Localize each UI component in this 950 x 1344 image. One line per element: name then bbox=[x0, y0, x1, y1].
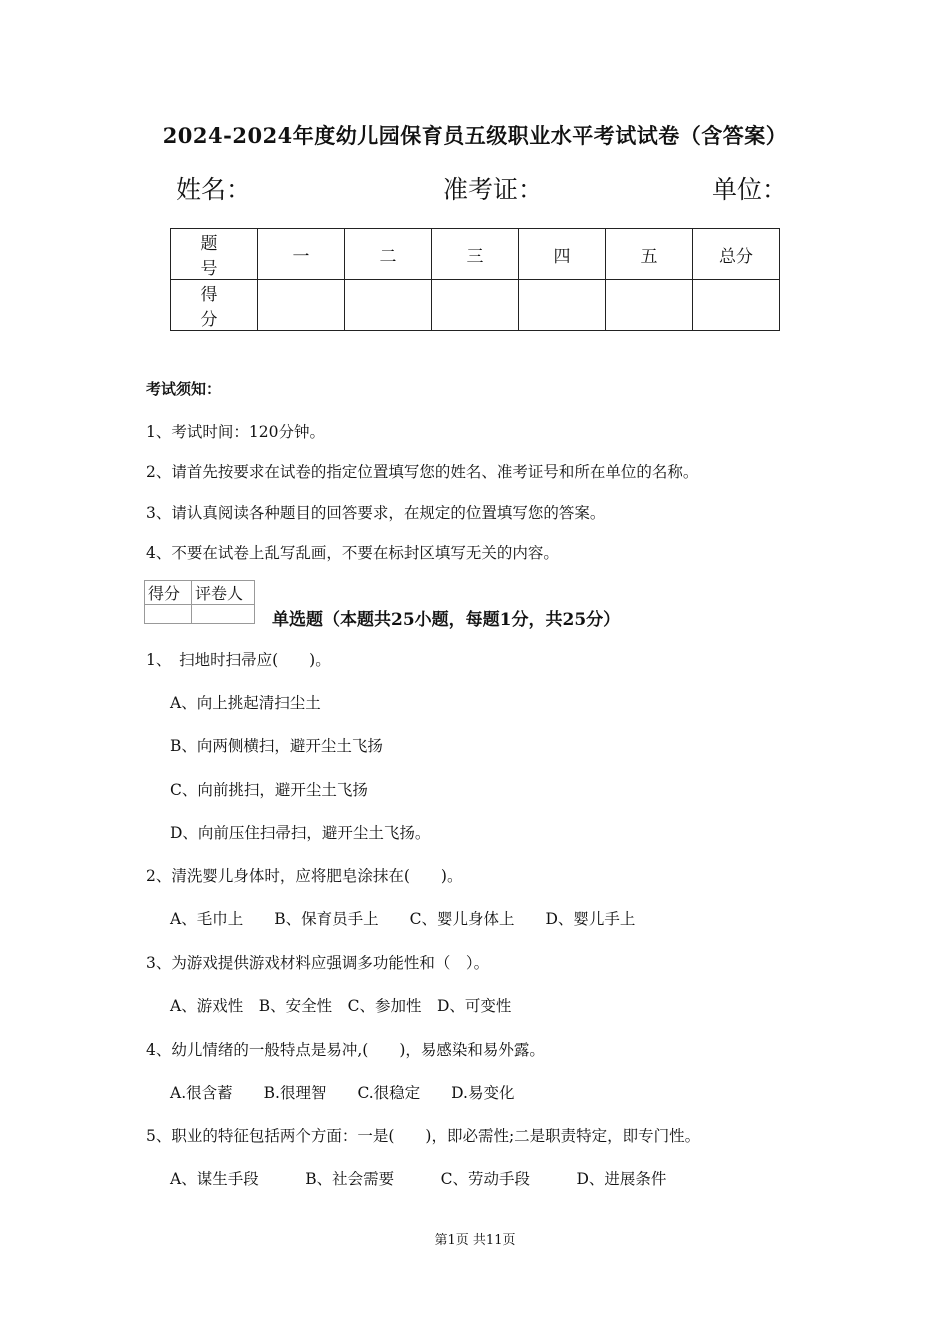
page-footer: 第1页 共11页 bbox=[434, 1233, 516, 1248]
grader-box bbox=[144, 580, 255, 624]
score-table-score-row bbox=[171, 280, 780, 331]
question-stem: 4、幼儿情绪的一般特点是易冲,( )，易感染和易外露。 bbox=[146, 1041, 545, 1059]
score-cell[interactable] bbox=[345, 280, 432, 331]
name-label: 姓名： bbox=[176, 175, 252, 204]
score-table-header-cell: 题 号 bbox=[171, 229, 258, 280]
question-stem: 5、职业的特征包括两个方面：一是( )，即必需性;二是职责特定，即专门性。 bbox=[146, 1127, 701, 1145]
score-table bbox=[170, 228, 780, 331]
score-cell[interactable] bbox=[519, 280, 606, 331]
score-table-header-row bbox=[171, 229, 780, 280]
section-title: 单选题（本题共25小题，每题1分，共25分） bbox=[272, 610, 621, 630]
question-option: C、向前挑扫，避开尘土飞扬 bbox=[170, 781, 368, 799]
unit-label: 单位： bbox=[712, 175, 788, 204]
question-option: A、向上挑起清扫尘土 bbox=[170, 694, 321, 712]
question-option: D、向前压住扫帚扫，避开尘土飞扬。 bbox=[170, 824, 431, 842]
question-options: A、游戏性 B、安全性 C、参加性 D、可变性 bbox=[170, 997, 512, 1015]
question-stem: 3、为游戏提供游戏材料应强调多功能性和（ ）。 bbox=[146, 954, 490, 972]
score-table-header-cell: 三 bbox=[432, 229, 519, 280]
score-table-header-cell: 总分 bbox=[693, 229, 780, 280]
notice-item: 1、考试时间：120分钟。 bbox=[146, 423, 325, 441]
question-options: A、谋生手段 B、社会需要 C、劳动手段 D、进展条件 bbox=[170, 1170, 667, 1188]
question-options: A、毛巾上 B、保育员手上 C、婴儿身体上 D、婴儿手上 bbox=[170, 910, 636, 928]
grader-name-cell[interactable] bbox=[192, 605, 255, 624]
grader-score-label: 得分 bbox=[145, 581, 192, 605]
score-row-label: 得 分 bbox=[171, 280, 258, 331]
score-cell[interactable] bbox=[693, 280, 780, 331]
question-option: B、向两侧横扫，避开尘土飞扬 bbox=[170, 737, 383, 755]
question-options: A.很含蓄 B.很理智 C.很稳定 D.易变化 bbox=[170, 1084, 515, 1102]
grader-name-label: 评卷人 bbox=[192, 581, 255, 605]
exam-title: 2024-2024年度幼儿园保育员五级职业水平考试试卷（含答案） bbox=[162, 123, 788, 148]
notice-item: 2、请首先按要求在试卷的指定位置填写您的姓名、准考证号和所在单位的名称。 bbox=[146, 463, 699, 481]
question-stem: 2、清洗婴儿身体时，应将肥皂涂抹在( )。 bbox=[146, 867, 463, 885]
notice-title: 考试须知： bbox=[146, 380, 222, 398]
score-cell[interactable] bbox=[606, 280, 693, 331]
score-table-header-cell: 四 bbox=[519, 229, 606, 280]
notice-item: 3、请认真阅读各种题目的回答要求，在规定的位置填写您的答案。 bbox=[146, 504, 606, 522]
exam-id-label: 准考证： bbox=[443, 175, 544, 204]
score-table-header-cell: 一 bbox=[258, 229, 345, 280]
question-stem: 1、 扫地时扫帚应( )。 bbox=[146, 651, 331, 669]
grader-score-cell[interactable] bbox=[145, 605, 192, 624]
score-table-header-cell: 二 bbox=[345, 229, 432, 280]
score-cell[interactable] bbox=[432, 280, 519, 331]
score-table-header-cell: 五 bbox=[606, 229, 693, 280]
notice-item: 4、不要在试卷上乱写乱画，不要在标封区填写无关的内容。 bbox=[146, 544, 559, 562]
